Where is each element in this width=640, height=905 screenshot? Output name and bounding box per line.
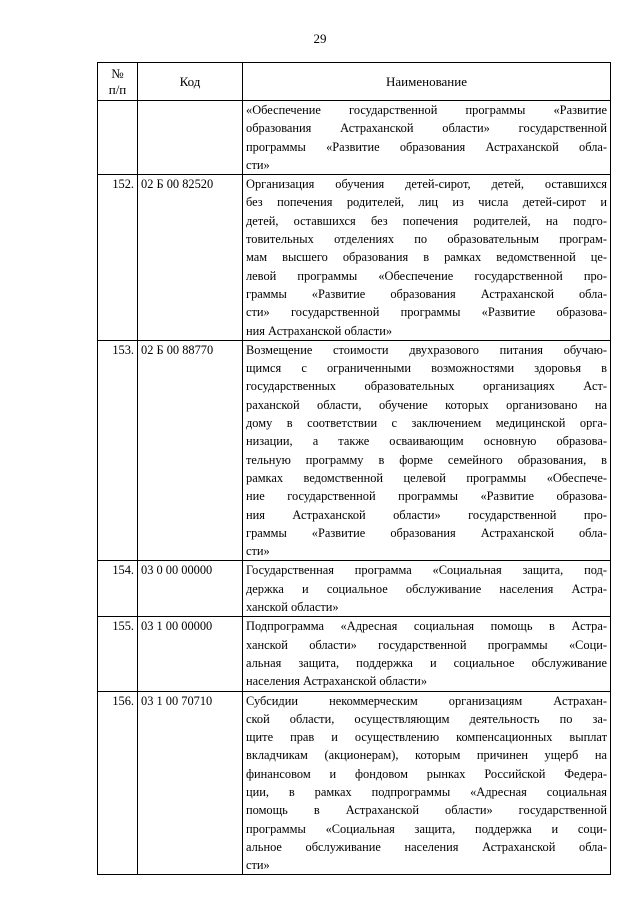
row-name-line: ние государственной программы «Развитие образова-: [246, 489, 607, 504]
row-number: 156.: [98, 691, 138, 875]
row-name-line: ской области, осуществляющим деятельность по за-: [246, 711, 607, 726]
row-name: [243, 340, 611, 561]
row-name-line: «Обеспечение государственной программы «Развитие: [246, 103, 607, 117]
row-name-line: щите прав и осуществлению компенсационных выплат: [246, 730, 607, 745]
column-header-number-line-1: №: [111, 65, 124, 81]
page-number: 29: [313, 31, 327, 46]
column-header-number-line-2: п/п: [108, 81, 127, 97]
column-header-code: Код: [138, 63, 243, 101]
row-name-line: без попечения родителей, лиц из числа детей-сирот и: [246, 195, 607, 210]
row-code: 02 Б 00 82520: [138, 175, 243, 341]
row-name-line: граммы «Развитие образования Астраханской обла-: [246, 286, 607, 301]
column-header-name: Наименование: [243, 63, 611, 101]
row-name: [243, 101, 611, 175]
row-name-line: Возмещение стоимости двухразового питания обучаю-: [246, 342, 607, 357]
row-name: [243, 175, 611, 341]
row-number: [98, 101, 138, 175]
row-code: [138, 101, 243, 175]
row-name-line: низации, а также осваивающим основную образова-: [246, 434, 607, 449]
row-name-line: сти»: [246, 544, 270, 559]
row-name-line: альная защита, поддержка и социальное обслуживание: [246, 655, 607, 670]
row-name-line: детей, оставшихся без попечения родителей, на подго-: [246, 213, 607, 228]
table-row: [98, 175, 611, 341]
row-name-line: Подпрограмма «Адресная социальная помощь в Астра-: [246, 619, 607, 634]
budget-classification-table: [97, 62, 611, 875]
row-name-line: финансовом и фондовом рынках Российской Федера-: [246, 766, 607, 781]
row-code: 03 1 00 00000: [138, 617, 243, 691]
table-row: [98, 101, 611, 175]
row-name-line: ния Астраханской области»: [246, 323, 393, 338]
row-name-line: сти»: [246, 858, 270, 873]
row-number: 153.: [98, 340, 138, 561]
row-name-line: образования Астраханской области» государственной: [246, 121, 607, 136]
row-name-line: сти» государственной программы «Развитие образова-: [246, 305, 607, 320]
row-name-line: Государственная программа «Социальная защита, под-: [246, 563, 607, 578]
row-number: 154.: [98, 561, 138, 617]
row-name-line: мам высшего образования в рамках ведомственной це-: [246, 250, 607, 265]
row-name-line: государственных образовательных организациях Аст-: [246, 379, 607, 394]
row-name-line: программы «Развитие образования Астраханской обла-: [246, 139, 607, 154]
row-name-line: альное обслуживание населения Астраханской обла-: [246, 839, 607, 854]
row-name-line: раханской области, обучение которых организовано на: [246, 397, 607, 412]
row-name-line: населения Астраханской области»: [246, 674, 428, 689]
table-row: [98, 691, 611, 875]
table-row: [98, 561, 611, 617]
row-name: [243, 617, 611, 691]
row-name: [243, 561, 611, 617]
row-name-line: ции, в рамках подпрограммы «Адресная социальная: [246, 784, 607, 799]
row-name-line: ния Астраханской области» государственной про-: [246, 507, 607, 522]
row-name-line: рамках ведомственной целевой программы «Обеспече-: [246, 470, 607, 485]
row-number: 152.: [98, 175, 138, 341]
row-name-line: держка и социальное обслуживание населения Астра-: [246, 581, 607, 596]
column-header-number: [98, 63, 138, 101]
row-name-line: помощь в Астраханской области» государственной: [246, 803, 607, 818]
row-number: 155.: [98, 617, 138, 691]
table-row: [98, 340, 611, 561]
row-name-line: тельную программу в форме семейного образования, в: [246, 452, 607, 467]
row-name: [243, 691, 611, 875]
row-name-line: ханской области» государственной программы «Соци-: [246, 637, 607, 652]
row-name-line: товительных отделениях по образовательным програм-: [246, 232, 607, 247]
row-name-line: щимся с ограниченными возможностями здоровья в: [246, 361, 607, 376]
table-row: [98, 617, 611, 691]
row-name-line: ханской области»: [246, 600, 339, 615]
row-name-line: вкладчикам (акционерам), которым причинен ущерб на: [246, 748, 607, 763]
row-name-line: граммы «Развитие образования Астраханской обла-: [246, 525, 607, 540]
row-code: 03 1 00 70710: [138, 691, 243, 875]
table-header-row: [98, 63, 611, 101]
row-name-line: Субсидии некоммерческим организациям Астрахан-: [246, 693, 607, 708]
row-name-line: Организация обучения детей-сирот, детей, оставшихся: [246, 177, 607, 192]
row-code: 02 Б 00 88770: [138, 340, 243, 561]
row-name-line: дому в соответствии с заключением медицинской орга-: [246, 416, 607, 431]
row-name-line: программы «Социальная защита, поддержка и соци-: [246, 821, 607, 836]
row-name-line: сти»: [246, 157, 270, 172]
row-code: 03 0 00 00000: [138, 561, 243, 617]
row-name-line: левой программы «Обеспечение государственной про-: [246, 268, 607, 283]
